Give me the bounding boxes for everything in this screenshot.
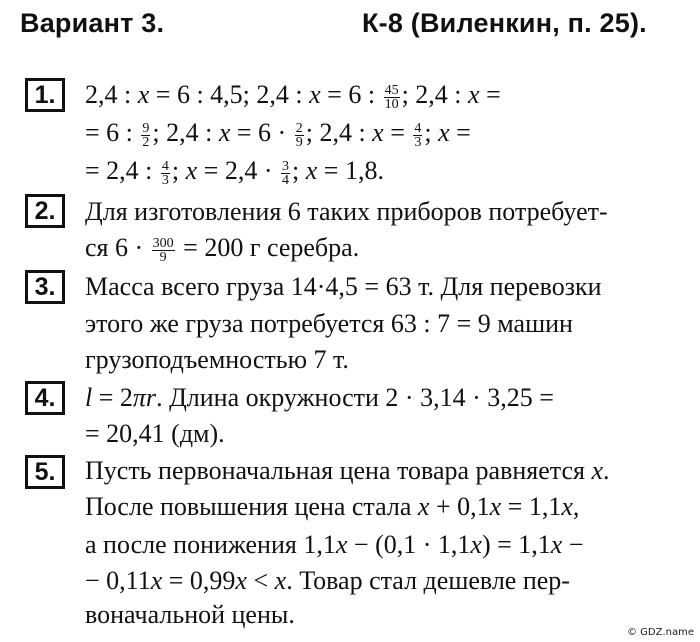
fraction-3-4: $\frac{3}{4}$ xyxy=(282,158,289,188)
task5-line4: − 0,11x = 0,99x < x. Товар стал дешевле пер- xyxy=(85,566,570,595)
fraction-2-9: $\frac{2}{9}$ xyxy=(295,120,303,150)
task4-line1: l = 2πr. Длина окружности 2 · 3,14 · 3,25 = xyxy=(85,383,554,412)
watermark-footer: © GDZ.name xyxy=(626,627,694,638)
task-number-3: 3. xyxy=(25,270,65,304)
task5-line3: а после понижения 1,1x − (0,1 · 1,1x) = 1,1x − xyxy=(85,530,584,559)
fraction-300-9: $\frac{300}{9}$ xyxy=(152,235,174,265)
fraction-4-3b: $\frac{4}{3}$ xyxy=(161,158,169,188)
task3-line3: грузоподъемностью 7 т. xyxy=(85,345,349,374)
task3-line1: Масса всего груза 14·4,5 = 63 т. Для перевозки xyxy=(85,272,602,301)
fraction-9-2: $\frac{9}{2}$ xyxy=(142,120,150,150)
task-number-4: 4. xyxy=(25,381,65,415)
task-number-1: 1. xyxy=(25,78,65,112)
task2-line2: ся 6 · $\frac{300}{9}$ = 200 г серебра. xyxy=(85,233,360,265)
task3-line2: этого же груза потребуется 63 : 7 = 9 машин xyxy=(85,309,573,338)
work-title: К-8 (Виленкин, п. 25). xyxy=(362,8,647,38)
task5-line2: После повышения цена стала x + 0,1x = 1,1x, xyxy=(85,492,580,521)
fraction-4-3: $\frac{4}{3}$ xyxy=(414,120,422,150)
task1-line1: 2,4 : x = 6 : 4,5; 2,4 : x = 6 : $\frac{45}{10}$ ; 2,4 : x = xyxy=(85,80,501,112)
task4-line2: = 20,41 (дм). xyxy=(85,419,225,448)
variant-title: Вариант 3. xyxy=(20,8,165,38)
fraction-45-10: $\frac{45}{10}$ xyxy=(384,82,399,112)
task5-line1: Пусть первоначальная цена товара равняется x. xyxy=(85,456,610,485)
task2-line1: Для изготовления 6 таких приборов потребует- xyxy=(85,197,608,226)
task5-line5: воначальной цены. xyxy=(85,600,295,629)
task-number-5: 5. xyxy=(25,455,65,489)
task-number-2: 2. xyxy=(25,194,65,228)
task1-line3: = 2,4 : $\frac{4}{3}$ ; x = 2,4 · $\frac{3}{4}$ ; x = 1,8. xyxy=(85,156,384,188)
task1-line2: = 6 : $\frac{9}{2}$ ; 2,4 : x = 6 · $\frac{2}{9}$ ; 2,4 : x = $\frac{4}{3}$ ; x = xyxy=(85,118,471,150)
